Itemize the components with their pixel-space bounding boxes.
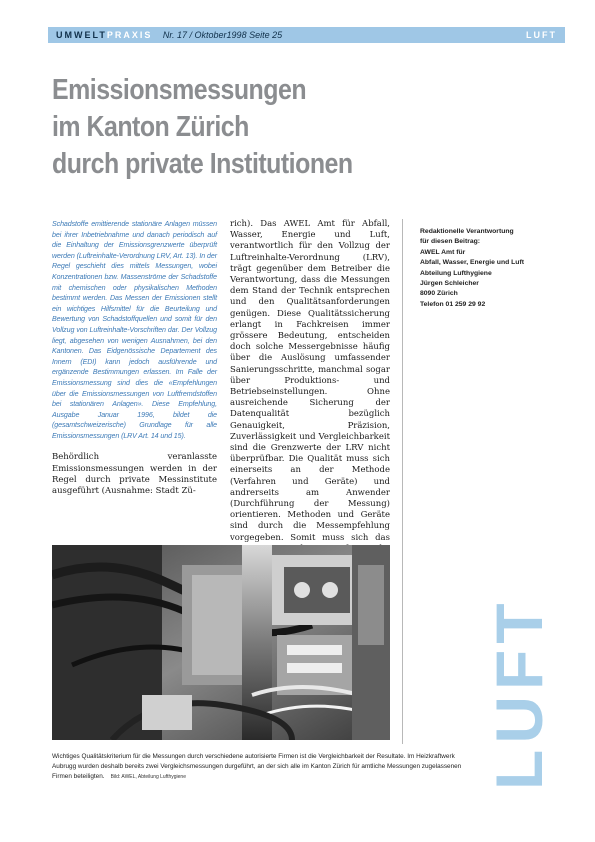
- column-1: [52, 219, 217, 497]
- photo-illustration: [52, 545, 390, 740]
- sidebar-line: 8090 Zürich: [420, 290, 458, 298]
- measurement-photo: [52, 545, 390, 740]
- caption-text: Wichtiges Qualitätskriterium für die Messungen durch verschiedene autorisierte Firmen ist die Vergleichbarkeit der Resultate. Im Heizkraftwerk Aubrugg wurden deshalb bereits zwei Vergleichsmessungen durgeführt, an der sich alle im Kanton Zürich für amtliche Messungen zugelassenen Firmen beteiligten.: [52, 753, 462, 781]
- photo-credit: Bild: AWEL, Abteilung Lufthygiene: [110, 774, 186, 781]
- lead-paragraph: Schadstoffe emittierende stationäre Anlagen müssen bei ihrer Inbetriebnahme und danach periodisch auf die Einhaltung der Emissionsgrenzwerte überprüft werden (Luftreinhalte-Verordnung LRV, Art. 13). In der Regel geschieht dies mittels Messungen, wobei Konzentrationen bzw. Massenströme der Schadstoffe mit chemischen oder physikalischen Methoden bestimmt werden. Das Messen der Emissionen stellt ein wichtiges Hilfsmittel für die Beurteilung und Bewertung von Schadstoffquellen und somit für den Vollzug von Luftreinhalte-Vorschriften dar. Der Vollzug liegt, abgesehen von wenigen Ausnahmen, bei den Kantonen. Das Eidgenössische Departement des Innern (EDI) kann jedoch ausführende und ergänzende Bestimmungen erlassen. Im Falle der Emissionsmessung sind dies die «Empfehlungen über die Emissionsmessungen von Luftfremdstoffen bei stationären Anlagen». Diese Empfehlung, Ausgabe Januar 1996, bildet die (gesamtschweizerische) Grundlage für alle Emissionsmessungen (LRV Art. 14 und 15).: [52, 220, 217, 440]
- sidebar-line: Redaktionelle Verantwortung: [420, 228, 514, 235]
- headline-line-3: durch private Institutionen: [52, 148, 353, 180]
- section-label: LUFT: [526, 30, 557, 40]
- brand-umwelt: UMWELT: [56, 30, 107, 40]
- column-divider: [402, 219, 403, 744]
- sidebar-line: AWEL Amt für: [420, 248, 466, 256]
- body-paragraph-2: rich). Das AWEL Amt für Abfall, Wasser, Energie und Luft, verantwortlich für den Vollzug der Luftreinhalte-Verordnung (LRV), trägt gegenüber dem Betreiber die Verantwortung, dass die Messungen dem Stand der Technik entsprechen und den Qualitätsanforderungen genügen. Diese Qualitätssicherung erlangt in Fachkreisen immer grössere Bedeutung, entscheiden doch solche Messergebnisse häufig über die Auslösung umfassender Sanierungsschritte, manchmal sogar über Produktions- und Betriebseinstellungen. Ohne ausreichende Sicherung der Datenqualität bezüglich Genauigkeit, Präzision, Zuverlässigkeit und Vergleichbarkeit sind die Grenzwerte der LRV nicht überprüfbar. Die Qualität muss sich einerseits an der Methode (Verfahren und Geräte) und andrerseits am Anwender (Durchführung der Messung) orientieren. Methoden und Geräte sind durch die Messempfehlung vorgegeben. Somit muss sich das: [230, 219, 390, 543]
- sidebar-line: Abfall, Wasser, Energie und Luft: [420, 259, 524, 267]
- section-side-label: LUFT: [482, 597, 556, 790]
- contact-sidebar: [420, 227, 565, 310]
- headline: [52, 72, 413, 183]
- column-2: [230, 219, 390, 600]
- issue-info: Nr. 17 / Oktober1998 Seite 25: [162, 30, 283, 40]
- header-left: [56, 29, 282, 41]
- body-paragraph-1: Behördlich veranlasste Emissionsmessungen werden in der Regel durch private Messinstitute ausgeführt (Ausnahme: Stadt Zü-: [52, 452, 217, 497]
- headline-line-2: im Kanton Zürich: [52, 111, 249, 143]
- sidebar-line: Abteilung Lufthygiene: [420, 269, 492, 277]
- sidebar-line: Jürgen Schleicher: [420, 280, 479, 288]
- sidebar-line: Telefon 01 259 29 92: [420, 300, 486, 308]
- brand-praxis: PRAXIS: [106, 30, 153, 40]
- headline-line-1: Emissionsmessungen: [52, 74, 307, 106]
- photo-caption: [52, 752, 462, 783]
- sidebar-line: für diesen Beitrag:: [420, 238, 481, 246]
- header-bar: [48, 27, 565, 43]
